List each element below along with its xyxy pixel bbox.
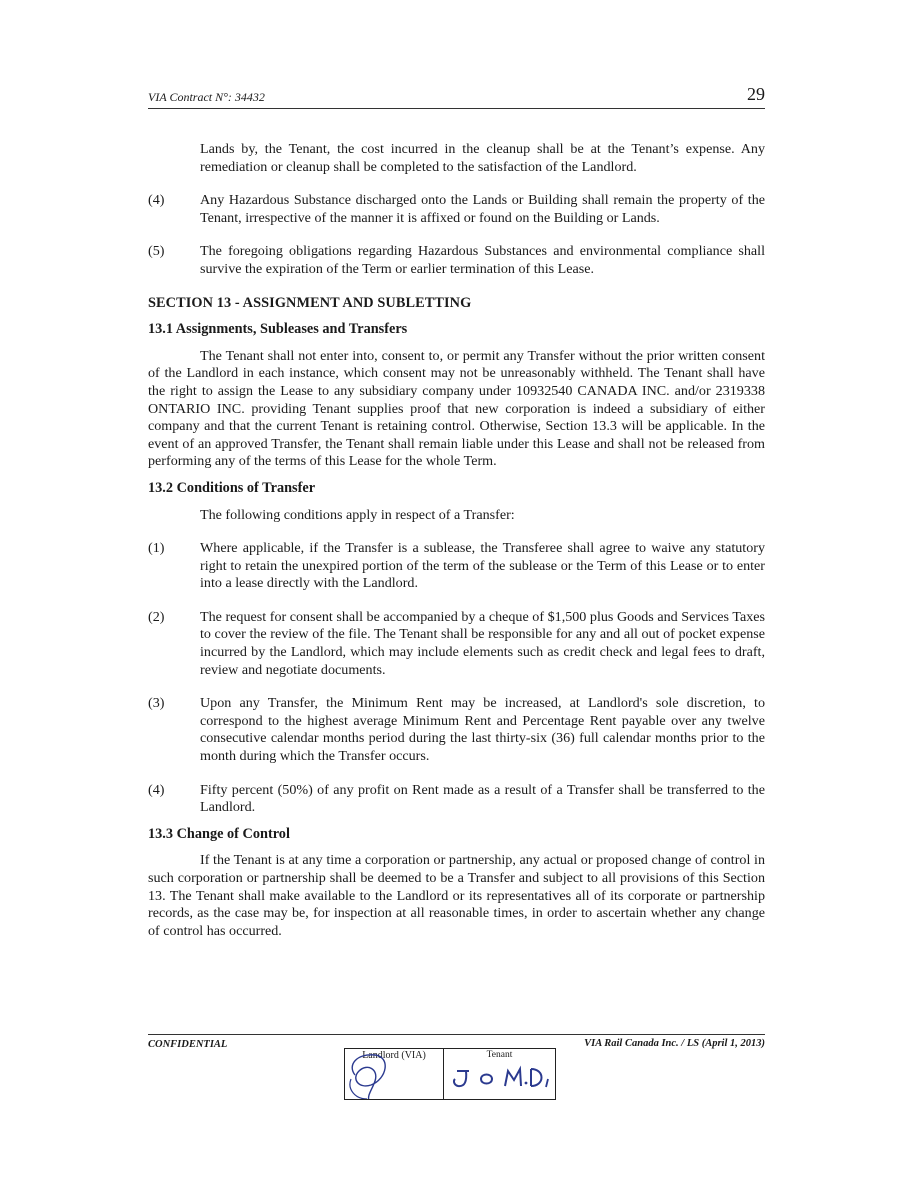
item-text: Upon any Transfer, the Minimum Rent may be increased, at Landlord's sole discretion, to correspond to the highest average Minimum Rent and Percentage Rent payable over any twelve consecutive calendar months period during the last thirty-six (36) full calendar months prior to the month during which the Transfer occurs. xyxy=(200,695,765,765)
item-text: Fifty percent (50%) of any profit on Rent made as a result of a Transfer shall be transferred to the Landlord. xyxy=(200,781,765,816)
confidential-label: CONFIDENTIAL xyxy=(148,1039,228,1050)
item-number: (5) xyxy=(148,243,165,260)
list-item xyxy=(148,192,765,227)
initials-box xyxy=(344,1048,556,1100)
tenant-initial-o xyxy=(481,1075,492,1084)
item-number: (1) xyxy=(148,540,165,557)
list-item xyxy=(148,782,765,817)
contract-number: VIA Contract N°: 34432 xyxy=(148,90,265,104)
list-item xyxy=(148,243,765,278)
landlord-signature-stroke xyxy=(352,1055,385,1099)
tenant-initial-tail xyxy=(546,1079,548,1087)
item-number: (4) xyxy=(148,192,165,209)
item-text: Any Hazardous Substance discharged onto the Lands or Building shall remain the property of the Tenant, irrespective of the manner it is affixed or found on the Building or Lands. xyxy=(200,192,765,226)
list-item xyxy=(148,695,765,765)
handwritten-initials xyxy=(345,1049,555,1099)
page-header xyxy=(148,86,765,109)
subsection-title-13-2: 13.2 Conditions of Transfer xyxy=(148,479,316,496)
item-number: (2) xyxy=(148,608,165,625)
landlord-label: Landlord (VIA) xyxy=(362,1050,426,1061)
item-text: Where applicable, if the Transfer is a sublease, the Transferee shall agree to waive any statutory right to retain the unexpired portion of the term of the sublease or the Term of this Lease or to enter into a lease directly with the Landlord. xyxy=(200,540,765,592)
landlord-signature-stroke xyxy=(350,1079,367,1099)
item-text: The foregoing obligations regarding Hazardous Substances and environmental compliance shall survive the expiration of the Term or earlier termination of this Lease. xyxy=(200,243,765,277)
subsection-title-13-3: 13.3 Change of Control xyxy=(148,825,290,842)
item-number: (3) xyxy=(148,695,165,712)
footer-company: VIA Rail Canada Inc. / LS (April 1, 2013) xyxy=(584,1038,765,1049)
tenant-initial-d xyxy=(531,1069,542,1086)
page-number: 29 xyxy=(747,84,765,104)
subsection-text-13-1: The Tenant shall not enter into, consent to, or permit any Transfer without the prior written consent of the Landlord in each instance, which consent may not be unreasonably withheld. The Tenant shall have the right to assign the Lease to any subsidiary company under 10932540 CANADA INC. and/or 2319338 ONTARIO INC. providing Tenant supplies proof that new corporation is indeed a subsidiary of either company and that the current Tenant is retaining control. Otherwise, Section 13.3 will be applicable. In the event of an approved Transfer, the Tenant shall remain liable under this Lease and shall not be released from performing any of the terms of this Lease for the whole Term. xyxy=(148,347,765,470)
tenant-label: Tenant xyxy=(486,1050,513,1060)
tenant-initial-m xyxy=(505,1069,521,1086)
subsection-intro-13-2: The following conditions apply in respect of a Transfer: xyxy=(200,506,515,523)
list-item xyxy=(148,609,765,679)
subsection-text-13-3: If the Tenant is at any time a corporation or partnership, any actual or proposed change of control in such corporation or partnership shall be deemed to be a Transfer and subject to all provisions of this Section 13. The Tenant shall make available to the Landlord or its representatives all of its corporate or partnership records, as the case may be, for inspection at all reasonable times, in order to ascertain whether any change of control has occurred. xyxy=(148,852,765,939)
tenant-initial-dot xyxy=(525,1082,528,1085)
list-item xyxy=(148,540,765,593)
section-title: SECTION 13 - ASSIGNMENT AND SUBLETTING xyxy=(148,294,472,311)
continuation-paragraph: Lands by, the Tenant, the cost incurred in the cleanup shall be at the Tenant’s expense. Any remediation or cleanup shall be completed to the satisfaction of the Landlord. xyxy=(200,141,765,175)
tenant-initial-j xyxy=(454,1071,469,1086)
subsection-title-13-1: 13.1 Assignments, Subleases and Transfers xyxy=(148,321,408,338)
item-number: (4) xyxy=(148,781,165,798)
item-text: The request for consent shall be accompanied by a cheque of $1,500 plus Goods and Services Taxes to cover the review of the file. The Tenant shall be responsible for any and all out of pocket expense incurred by the Landlord, which may include elements such as credit check and legal fees to draft, review and negotiate documents. xyxy=(200,608,765,678)
document-body xyxy=(148,141,765,940)
